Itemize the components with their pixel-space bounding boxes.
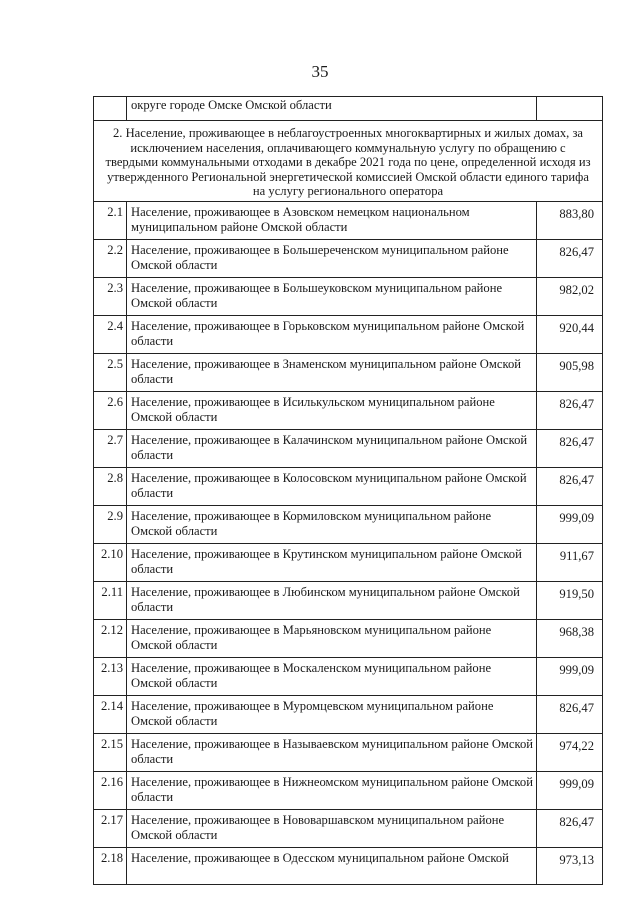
table-row <box>94 695 603 733</box>
table-row <box>94 315 603 353</box>
row-description: Население, проживающее в Колосовском муниципальном районе Омской области <box>127 467 537 505</box>
row-description: Население, проживающее в Одесском муниципальном районе Омской <box>127 847 537 884</box>
row-description: Население, проживающее в Знаменском муниципальном районе Омской области <box>127 353 537 391</box>
row-value: 974,22 <box>537 733 603 771</box>
table-row <box>94 467 603 505</box>
row-description: Население, проживающее в Кормиловском муниципальном районе Омской области <box>127 505 537 543</box>
table-row <box>94 733 603 771</box>
row-value: 999,09 <box>537 771 603 809</box>
row-value: 826,47 <box>537 809 603 847</box>
continuation-text: округе городе Омске Омской области <box>127 97 537 121</box>
table-row <box>94 809 603 847</box>
row-description: Население, проживающее в Большеуковском муниципальном районе Омской области <box>127 277 537 315</box>
row-description: Население, проживающее в Азовском немецком национальном муниципальном районе Омской области <box>127 201 537 239</box>
page-number: 35 <box>311 62 329 81</box>
row-description: Население, проживающее в Муромцевском муниципальном районе Омской области <box>127 695 537 733</box>
row-value: 999,09 <box>537 505 603 543</box>
row-value: 973,13 <box>537 847 603 884</box>
row-value: 883,80 <box>537 201 603 239</box>
tariff-table-body <box>94 97 603 885</box>
table-row <box>94 771 603 809</box>
row-number: 2.11 <box>94 581 127 619</box>
row-description: Население, проживающее в Любинском муниципальном районе Омской области <box>127 581 537 619</box>
table-row <box>94 239 603 277</box>
row-number: 2.9 <box>94 505 127 543</box>
row-value: 968,38 <box>537 619 603 657</box>
row-value: 826,47 <box>537 467 603 505</box>
row-value: 999,09 <box>537 657 603 695</box>
table-row <box>94 543 603 581</box>
row-number: 2.13 <box>94 657 127 695</box>
row-number: 2.8 <box>94 467 127 505</box>
table-row <box>94 619 603 657</box>
table-row <box>94 505 603 543</box>
row-number: 2.2 <box>94 239 127 277</box>
row-value: 911,67 <box>537 543 603 581</box>
row-description: Население, проживающее в Горьковском муниципальном районе Омской области <box>127 315 537 353</box>
row-value: 920,44 <box>537 315 603 353</box>
table-row <box>94 391 603 429</box>
continuation-value-cell <box>537 97 603 121</box>
table-row <box>94 581 603 619</box>
row-description: Население, проживающее в Москаленском муниципальном районе Омской области <box>127 657 537 695</box>
section-heading: 2. Население, проживающее в неблагоустроенных многоквартирных и жилых домах, за исключением населения, оплачивающего коммунальную услугу по обращению с твердыми коммунальными отходами в декабре 2021 года по цене, определенной исходя из утвержденного Региональной энергетической комиссией Омской области единого тарифа на услугу регионального оператора <box>94 121 603 202</box>
row-value: 826,47 <box>537 429 603 467</box>
row-number: 2.18 <box>94 847 127 884</box>
row-value: 905,98 <box>537 353 603 391</box>
row-value: 826,47 <box>537 695 603 733</box>
table-row <box>94 847 603 884</box>
row-number: 2.5 <box>94 353 127 391</box>
row-description: Население, проживающее в Называевском муниципальном районе Омской области <box>127 733 537 771</box>
row-value: 919,50 <box>537 581 603 619</box>
row-number: 2.4 <box>94 315 127 353</box>
row-number: 2.17 <box>94 809 127 847</box>
row-value: 826,47 <box>537 391 603 429</box>
row-number: 2.3 <box>94 277 127 315</box>
row-value: 982,02 <box>537 277 603 315</box>
table-row <box>94 429 603 467</box>
section-heading-row <box>94 121 603 202</box>
row-value: 826,47 <box>537 239 603 277</box>
continuation-row <box>94 97 603 121</box>
row-number: 2.6 <box>94 391 127 429</box>
row-number: 2.14 <box>94 695 127 733</box>
tariff-table <box>93 96 603 885</box>
table-row <box>94 353 603 391</box>
row-description: Население, проживающее в Большереченском муниципальном районе Омской области <box>127 239 537 277</box>
row-number: 2.10 <box>94 543 127 581</box>
table-row <box>94 657 603 695</box>
table-row <box>94 201 603 239</box>
row-number: 2.15 <box>94 733 127 771</box>
table-row <box>94 277 603 315</box>
row-description: Население, проживающее в Нововаршавском муниципальном районе Омской области <box>127 809 537 847</box>
row-description: Население, проживающее в Исилькульском муниципальном районе Омской области <box>127 391 537 429</box>
row-number: 2.12 <box>94 619 127 657</box>
row-number: 2.7 <box>94 429 127 467</box>
row-number: 2.16 <box>94 771 127 809</box>
continuation-num-cell <box>94 97 127 121</box>
row-description: Население, проживающее в Нижнеомском муниципальном районе Омской области <box>127 771 537 809</box>
row-number: 2.1 <box>94 201 127 239</box>
row-description: Население, проживающее в Марьяновском муниципальном районе Омской области <box>127 619 537 657</box>
row-description: Население, проживающее в Крутинском муниципальном районе Омской области <box>127 543 537 581</box>
row-description: Население, проживающее в Калачинском муниципальном районе Омской области <box>127 429 537 467</box>
